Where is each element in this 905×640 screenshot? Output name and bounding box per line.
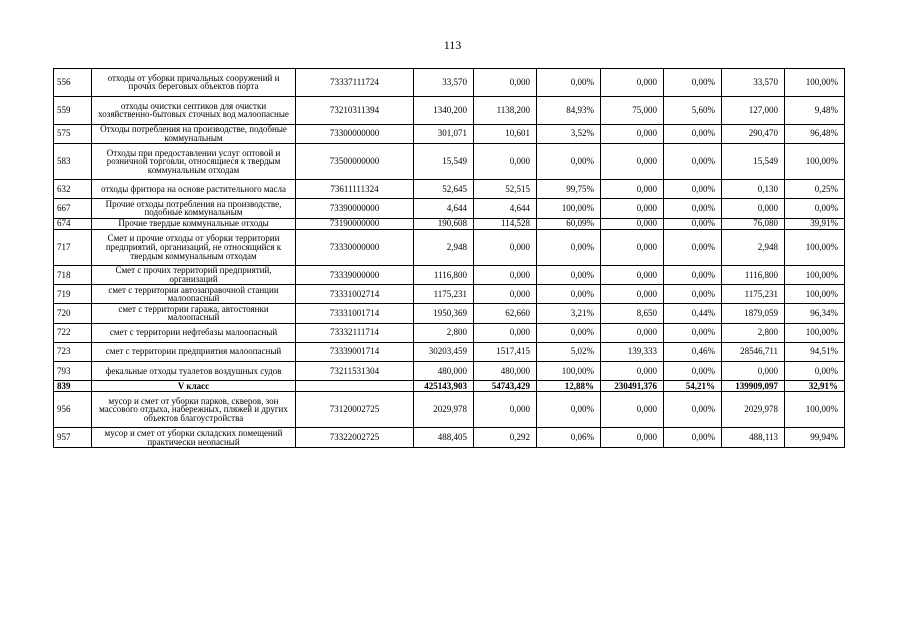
row-code-cell: 717	[54, 229, 92, 265]
row-percent-c-cell: 100,00%	[785, 392, 845, 428]
row-value-a-cell: 0,000	[474, 265, 537, 284]
row-percent-b-cell: 0,00%	[664, 361, 722, 380]
table-row	[54, 124, 845, 143]
row-value-c-cell: 2029,978	[722, 392, 785, 428]
row-fkko-cell: 73332111714	[296, 323, 414, 342]
row-percent-b-cell: 0,00%	[664, 143, 722, 179]
row-name-cell: фекальные отходы туалетов воздушных судов	[92, 361, 296, 380]
row-percent-c-cell: 96,34%	[785, 304, 845, 323]
row-percent-b-cell: 54,21%	[664, 381, 722, 392]
row-value-a-cell: 10,601	[474, 124, 537, 143]
row-total-cell: 1116,800	[414, 265, 474, 284]
row-percent-b-cell: 0,00%	[664, 392, 722, 428]
row-percent-c-cell: 100,00%	[785, 265, 845, 284]
row-percent-c-cell: 0,00%	[785, 199, 845, 218]
table-row	[54, 229, 845, 265]
row-percent-c-cell: 100,00%	[785, 323, 845, 342]
row-fkko-cell: 73339001714	[296, 342, 414, 361]
row-percent-b-cell: 0,00%	[664, 199, 722, 218]
row-fkko-cell: 73331002714	[296, 285, 414, 304]
row-value-c-cell: 127,000	[722, 96, 785, 124]
table-row	[54, 392, 845, 428]
row-total-cell: 488,405	[414, 428, 474, 447]
row-value-c-cell: 2,948	[722, 229, 785, 265]
row-percent-c-cell: 96,48%	[785, 124, 845, 143]
row-value-a-cell: 480,000	[474, 361, 537, 380]
row-code-cell: 575	[54, 124, 92, 143]
row-fkko-cell: 73322002725	[296, 428, 414, 447]
row-code-cell: 556	[54, 69, 92, 97]
table-row	[54, 180, 845, 199]
row-percent-a-cell: 0,00%	[537, 392, 601, 428]
table-row	[54, 361, 845, 380]
row-percent-a-cell: 3,52%	[537, 124, 601, 143]
row-name-cell: отходы фритюра на основе растительного масла	[92, 180, 296, 199]
row-value-c-cell: 1175,231	[722, 285, 785, 304]
row-total-cell: 15,549	[414, 143, 474, 179]
row-value-c-cell: 139909,097	[722, 381, 785, 392]
row-value-a-cell: 4,644	[474, 199, 537, 218]
row-value-a-cell: 54743,429	[474, 381, 537, 392]
row-name-cell: Прочие отходы потребления на производстве, подобные коммунальным	[92, 199, 296, 218]
row-percent-b-cell: 0,00%	[664, 285, 722, 304]
row-total-cell: 190,608	[414, 218, 474, 229]
row-total-cell: 1175,231	[414, 285, 474, 304]
row-value-b-cell: 0,000	[601, 361, 664, 380]
row-name-cell: Смет и прочие отходы от уборки территории предприятий, организаций, не относящийся к твердым коммунальным отходам	[92, 229, 296, 265]
table-row	[54, 342, 845, 361]
row-total-cell: 33,570	[414, 69, 474, 97]
row-name-cell: Отходы потребления на производстве, подобные коммунальным	[92, 124, 296, 143]
row-percent-b-cell: 0,46%	[664, 342, 722, 361]
row-value-b-cell: 0,000	[601, 392, 664, 428]
row-percent-b-cell: 0,00%	[664, 229, 722, 265]
row-percent-a-cell: 99,75%	[537, 180, 601, 199]
row-value-c-cell: 0,000	[722, 199, 785, 218]
row-value-c-cell: 0,130	[722, 180, 785, 199]
row-percent-a-cell: 0,00%	[537, 323, 601, 342]
row-percent-a-cell: 3,21%	[537, 304, 601, 323]
row-value-a-cell: 0,000	[474, 69, 537, 97]
table-row	[54, 96, 845, 124]
row-fkko-cell: 73337111724	[296, 69, 414, 97]
table-row	[54, 218, 845, 229]
row-name-cell: отходы очистки септиков для очистки хозяйственно-бытовых сточных вод малоопасные	[92, 96, 296, 124]
row-value-c-cell: 15,549	[722, 143, 785, 179]
row-percent-a-cell: 0,00%	[537, 285, 601, 304]
row-name-cell: смет с территории автозаправочной станции малоопасный	[92, 285, 296, 304]
row-value-b-cell: 0,000	[601, 69, 664, 97]
row-percent-a-cell: 0,00%	[537, 69, 601, 97]
waste-table	[53, 68, 845, 448]
row-value-b-cell: 0,000	[601, 428, 664, 447]
row-code-cell: 793	[54, 361, 92, 380]
row-value-c-cell: 290,470	[722, 124, 785, 143]
row-value-b-cell: 0,000	[601, 285, 664, 304]
row-name-cell: отходы от уборки причальных сооружений и прочих береговых объектов порта	[92, 69, 296, 97]
row-code-cell: 723	[54, 342, 92, 361]
row-fkko-cell: 73611111324	[296, 180, 414, 199]
table-row	[54, 143, 845, 179]
row-value-a-cell: 1517,415	[474, 342, 537, 361]
row-name-cell: Отходы при предоставлении услуг оптовой и розничной торговли, относящиеся к твердым коммунальным отходам	[92, 143, 296, 179]
row-total-cell: 4,644	[414, 199, 474, 218]
row-percent-a-cell: 0,00%	[537, 265, 601, 284]
row-total-cell: 2,948	[414, 229, 474, 265]
row-value-a-cell: 114,528	[474, 218, 537, 229]
row-percent-b-cell: 0,00%	[664, 218, 722, 229]
row-name-cell: смет с территории гаража, автостоянки малоопасный	[92, 304, 296, 323]
row-name-cell: Смет с прочих территорий предприятий, организаций	[92, 265, 296, 284]
row-value-a-cell: 62,660	[474, 304, 537, 323]
row-percent-c-cell: 100,00%	[785, 285, 845, 304]
row-name-cell: Прочие твердые коммунальные отходы	[92, 218, 296, 229]
row-value-b-cell: 139,333	[601, 342, 664, 361]
row-value-c-cell: 33,570	[722, 69, 785, 97]
row-code-cell: 719	[54, 285, 92, 304]
row-percent-a-cell: 100,00%	[537, 199, 601, 218]
row-code-cell: 839	[54, 381, 92, 392]
row-value-c-cell: 76,080	[722, 218, 785, 229]
row-total-cell: 480,000	[414, 361, 474, 380]
row-value-b-cell: 0,000	[601, 124, 664, 143]
row-percent-c-cell: 99,94%	[785, 428, 845, 447]
row-value-a-cell: 0,000	[474, 323, 537, 342]
row-percent-a-cell: 12,88%	[537, 381, 601, 392]
row-fkko-cell: 73120002725	[296, 392, 414, 428]
row-percent-c-cell: 0,00%	[785, 361, 845, 380]
row-percent-c-cell: 32,91%	[785, 381, 845, 392]
row-value-a-cell: 0,292	[474, 428, 537, 447]
row-name-cell: мусор и смет от уборки парков, скверов, зон массового отдыха, набережных, пляжей и других объектов благоустройства	[92, 392, 296, 428]
row-total-cell: 425143,903	[414, 381, 474, 392]
row-percent-c-cell: 0,25%	[785, 180, 845, 199]
row-code-cell: 583	[54, 143, 92, 179]
row-code-cell: 720	[54, 304, 92, 323]
row-name-cell: V класс	[92, 381, 296, 392]
table-row	[54, 265, 845, 284]
row-value-b-cell: 8,650	[601, 304, 664, 323]
row-value-c-cell: 28546,711	[722, 342, 785, 361]
row-percent-c-cell: 100,00%	[785, 229, 845, 265]
row-value-a-cell: 0,000	[474, 285, 537, 304]
table-row	[54, 199, 845, 218]
table-row	[54, 285, 845, 304]
row-total-cell: 30203,459	[414, 342, 474, 361]
row-percent-b-cell: 0,44%	[664, 304, 722, 323]
row-percent-c-cell: 94,51%	[785, 342, 845, 361]
row-value-c-cell: 0,000	[722, 361, 785, 380]
row-value-b-cell: 0,000	[601, 180, 664, 199]
row-percent-b-cell: 0,00%	[664, 69, 722, 97]
page-number: 113	[443, 38, 462, 52]
row-percent-c-cell: 39,91%	[785, 218, 845, 229]
row-percent-a-cell: 0,00%	[537, 143, 601, 179]
row-value-a-cell: 52,515	[474, 180, 537, 199]
row-percent-a-cell: 84,93%	[537, 96, 601, 124]
row-total-cell: 2029,978	[414, 392, 474, 428]
row-value-b-cell: 0,000	[601, 199, 664, 218]
row-value-c-cell: 1116,800	[722, 265, 785, 284]
row-value-c-cell: 2,800	[722, 323, 785, 342]
row-code-cell: 957	[54, 428, 92, 447]
row-total-cell: 1340,200	[414, 96, 474, 124]
row-percent-a-cell: 60,09%	[537, 218, 601, 229]
row-value-b-cell: 75,000	[601, 96, 664, 124]
row-percent-b-cell: 0,00%	[664, 124, 722, 143]
row-total-cell: 1950,369	[414, 304, 474, 323]
row-value-a-cell: 0,000	[474, 229, 537, 265]
row-percent-a-cell: 0,06%	[537, 428, 601, 447]
row-fkko-cell: 73339000000	[296, 265, 414, 284]
row-total-cell: 301,071	[414, 124, 474, 143]
row-code-cell: 674	[54, 218, 92, 229]
row-fkko-cell: 73211531304	[296, 361, 414, 380]
row-code-cell: 718	[54, 265, 92, 284]
row-percent-a-cell: 0,00%	[537, 229, 601, 265]
row-percent-c-cell: 9,48%	[785, 96, 845, 124]
row-fkko-cell: 73190000000	[296, 218, 414, 229]
row-code-cell: 632	[54, 180, 92, 199]
row-percent-c-cell: 100,00%	[785, 143, 845, 179]
table-row	[54, 381, 845, 392]
row-value-b-cell: 0,000	[601, 143, 664, 179]
row-fkko-cell	[296, 381, 414, 392]
row-value-a-cell: 0,000	[474, 392, 537, 428]
row-value-b-cell: 0,000	[601, 229, 664, 265]
row-percent-b-cell: 0,00%	[664, 323, 722, 342]
row-value-c-cell: 1879,059	[722, 304, 785, 323]
row-fkko-cell: 73300000000	[296, 124, 414, 143]
row-percent-b-cell: 0,00%	[664, 265, 722, 284]
row-fkko-cell: 73390000000	[296, 199, 414, 218]
row-value-b-cell: 0,000	[601, 265, 664, 284]
row-code-cell: 722	[54, 323, 92, 342]
row-fkko-cell: 73331001714	[296, 304, 414, 323]
row-fkko-cell: 73500000000	[296, 143, 414, 179]
row-percent-b-cell: 5,60%	[664, 96, 722, 124]
row-code-cell: 667	[54, 199, 92, 218]
row-fkko-cell: 73330000000	[296, 229, 414, 265]
row-name-cell: смет с территории предприятия малоопасный	[92, 342, 296, 361]
row-code-cell: 559	[54, 96, 92, 124]
row-percent-b-cell: 0,00%	[664, 180, 722, 199]
row-total-cell: 52,645	[414, 180, 474, 199]
row-value-b-cell: 0,000	[601, 218, 664, 229]
row-percent-c-cell: 100,00%	[785, 69, 845, 97]
row-value-b-cell: 0,000	[601, 323, 664, 342]
row-percent-a-cell: 5,02%	[537, 342, 601, 361]
table-row	[54, 69, 845, 97]
row-value-a-cell: 0,000	[474, 143, 537, 179]
row-total-cell: 2,800	[414, 323, 474, 342]
row-value-c-cell: 488,113	[722, 428, 785, 447]
row-name-cell: мусор и смет от уборки складских помещений практически неопасный	[92, 428, 296, 447]
row-code-cell: 956	[54, 392, 92, 428]
row-name-cell: смет с территории нефтебазы малоопасный	[92, 323, 296, 342]
table-row	[54, 428, 845, 447]
row-value-b-cell: 230491,376	[601, 381, 664, 392]
row-percent-b-cell: 0,00%	[664, 428, 722, 447]
table-row	[54, 304, 845, 323]
row-value-a-cell: 1138,200	[474, 96, 537, 124]
row-fkko-cell: 73210311394	[296, 96, 414, 124]
table-row	[54, 323, 845, 342]
row-percent-a-cell: 100,00%	[537, 361, 601, 380]
